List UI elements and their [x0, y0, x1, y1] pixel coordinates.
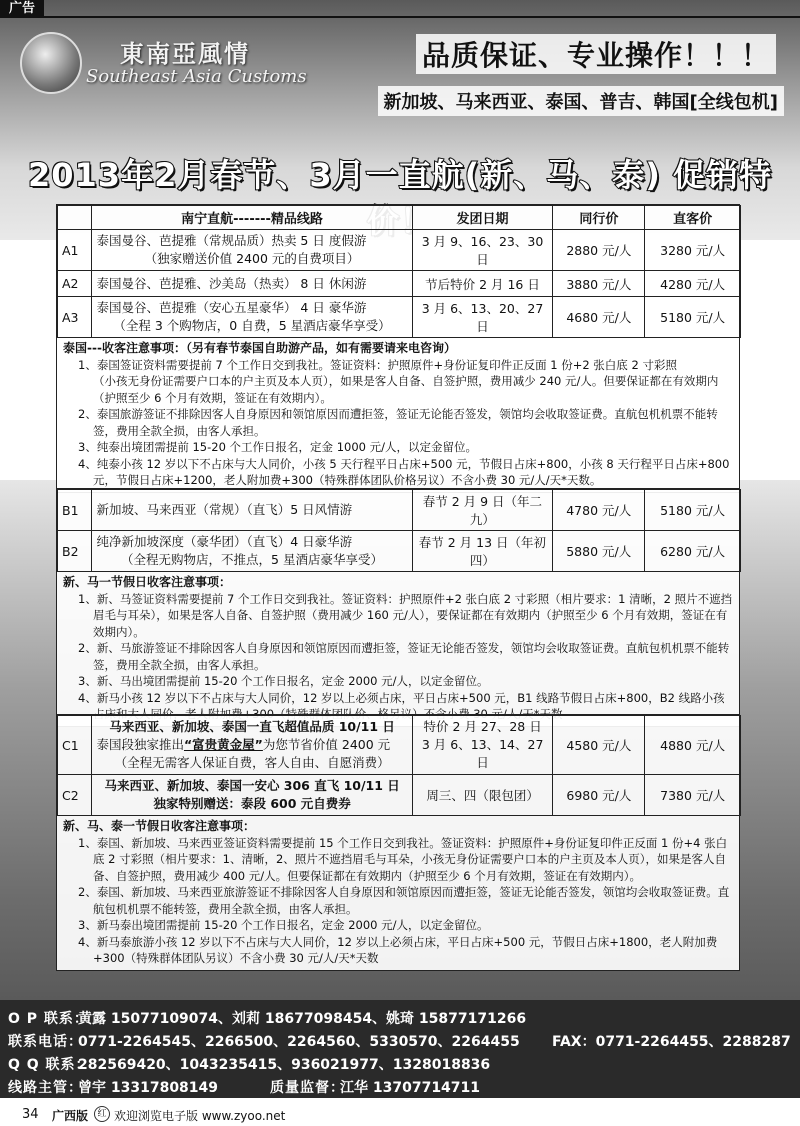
op-contact: O P 联系：黄露 15077109074、刘莉 18677098454、姚琦 15877171266: [8, 1011, 527, 1027]
table-row: C2 马来西亚、新加坡、泰国一安心 306 直飞 10/11 日 独家特别赠送：泰段 600 元自费券 周三、四（限包团） 6980 元/人 7380 元/人: [58, 775, 741, 816]
col-direct-price: 直客价: [645, 206, 741, 230]
page-footer: [0, 1104, 800, 1126]
ad-tag: 广告: [0, 0, 44, 18]
globe-icon: [20, 32, 82, 94]
headline: 2013年2月春节、3月一直航(新、马、泰) 促销特: [28, 156, 772, 194]
phone-contact: 联系电话：0771-2264545、2266500、2264560、5330570、2264455: [8, 1034, 520, 1050]
thailand-notes: 泰国---收客注意事项：（另有春节泰国自助游产品，如有需要请来电咨询） 1、泰国签证资料需要提前 7 个工作日交到我社。签证资料：护照原件+身份证复印件正反面 1 份+2 张白底 2 寸彩照 （小孩无身份证需要户口本的户主页及本人页），如果是客人自备、自签护照，费用减少 240 元/人。但要保证都在有效期内（护照至少 6 个月有效期，签证在有效期内）。 2、泰国旅游签证不排除因客人自身原因和领馆原因而遭拒签，签证无论能否签发，领馆均会收取签证费。直航包机机票不能转签，费用全款全损，由客人承担。 3、纯泰出境团需提前 15-20 个工作日报名，定金 1000 元/人，以定金留位。 4、纯泰小孩 12 岁以下不占床与大人同价，小孩 5 天行程平日占床+500 元，节假日占床+800，小孩 8 天行程平日占床+800 元，节假日占床+1200，老人附加费+300（特殊群体团队价格另议）不含小费 30 元/人/天*天数。: [63, 341, 730, 487]
page-number: 34: [22, 1107, 39, 1122]
panel-thailand: [56, 204, 740, 493]
panel-sg-my: [56, 488, 740, 727]
slogan: 品质保证、专业操作！！！: [416, 34, 776, 74]
destinations: 新加坡、马来西亚、泰国、普吉、韩国[全线包机]: [378, 86, 784, 116]
route-table-thailand: [57, 205, 741, 338]
col-date: 发团日期: [412, 206, 553, 230]
company-logo: [20, 28, 320, 98]
panel-combo: [56, 714, 740, 971]
route-table-sg-my: [57, 489, 741, 572]
col-peer-price: 同行价: [553, 206, 645, 230]
contact-footer: [0, 1000, 800, 1098]
combo-notes: 新、马、泰一节假日收客注意事项： 1、泰国、新加坡、马来西亚签证资料需要提前 15 个工作日交到我社。签证资料：护照原件+身份证复印件正反面 1 份+4 张白底 2 寸彩照（相片要求：1、清晰，2、照片不遮挡眉毛与耳朵，小孩无身份证需要户口本的户主页及本人页），如果是客人自备、自签护照，费用减少 400 元/人。但要保证都在有效期内（护照至少 6 个月有效期，签证在有效期内）。 2、泰国、新加坡、马来西亚旅游签证不排除因客人自身原因和领馆原因而遭拒签，签证无论能否签发，领馆均会收取签证费。直航包机机票不能转签，费用全款全损，由客人承担。 3、新马泰出境团需提前 15-20 个工作日报名，定金 2000 元/人，以定金留位。 4、新马泰旅游小孩 12 岁以下不占床与大人同价，12 岁以上必须占床，平日占床+500 元，节假日占床+1800，老人附加费+300（特殊群体团队另议）不含小费 30 元/人/天*天数: [63, 819, 730, 965]
table-row: A3 泰国曼谷、芭提雅（安心五星豪华） 4 日 豪华游 （全程 3 个购物店，0 自费，5 星酒店豪华享受） 3 月 6、13、20、27 日 4680 元/人 5180 元/人: [58, 297, 741, 338]
fax-contact: FAX：0771-2264455、2288287: [552, 1034, 791, 1050]
col-route: 南宁直航-------精品线路: [92, 206, 412, 230]
logo-english-name: Southeast Asia Customs: [86, 66, 307, 87]
table-row: B2 纯净新加坡深度（豪华团）（直飞）4 日豪华游 （全程无购物店，不推点，5 星酒店豪华享受） 春节 2 月 13 日（年初四） 5880 元/人 6280 元/人: [58, 531, 741, 572]
table-row: B1 新加坡、马来西亚（常规）（直飞）5 日风情游 春节 2 月 9 日（年二九） 4780 元/人 5180 元/人: [58, 490, 741, 531]
hong-logo-icon: 红: [94, 1106, 110, 1122]
logo-chinese-name: 東南亞風情: [120, 39, 250, 68]
qq-contact: Q Q 联系：282569420、1043235415、936021977、1328018836: [8, 1057, 491, 1073]
route-manager: 线路主管：曾宇 13317808149: [8, 1080, 219, 1096]
table-row: A2 泰国曼谷、芭提雅、沙美岛（热卖） 8 日 休闲游 节后特价 2 月 16 日 3880 元/人 4280 元/人: [58, 271, 741, 297]
sg-my-notes: 新、马一节假日收客注意事项： 1、新、马签证资料需要提前 7 个工作日交到我社。签证资料：护照原件+2 张白底 2 寸彩照（相片要求：1 清晰，2 照片不遮挡眉毛与耳朵），如果是客人自备、自签护照（费用减少 160 元/人），要保证都在有效期内（护照至少 6 个月有效期，签证在有效期内）。 2、新、马旅游签证不排除因客人自身原因和领馆原因而遭拒签，签证无论能否签发，领馆均会收取签证费。直航包机机票不能转签，费用全款全损，由客人承担。 3、新、马出境团需提前 15-20 个工作日报名，定金 2000 元/人，以定金留位。 4、新马小孩 12 岁以下不占床与大人同价，12 岁以上必须占床，平日占床+500 元，B1 线路节假日占床+800，B2 线路小孩: [63, 575, 733, 705]
table-header-row: [58, 206, 741, 230]
table-row: A1 泰国曼谷、芭提雅（常规品质）热卖 5 日 度假游 （独家赠送价值 2400 元的自费项目） 3 月 9、16、23、30 日 2880 元/人 3280 元/人: [58, 230, 741, 271]
website-link[interactable]: 欢迎浏览电子版 www.zyoo.net: [114, 1109, 286, 1123]
table-row: C1 马来西亚、新加坡、泰国一直飞超值品质 10/11 日 泰国段独家推出“富贵黄金屋”为您节省价值 2400 元 （全程无需客人保证自费，客人自由、自愿消费） 特价 2 月 27、28 日 3 月 6、13、14、27 日 4580 元/人 4880 元/人: [58, 716, 741, 775]
edition: 广西版: [52, 1109, 89, 1123]
route-table-combo: [57, 715, 741, 816]
ad-divider: [44, 16, 800, 18]
quality-supervisor: 质量监督：江华 13707714711: [270, 1080, 481, 1096]
